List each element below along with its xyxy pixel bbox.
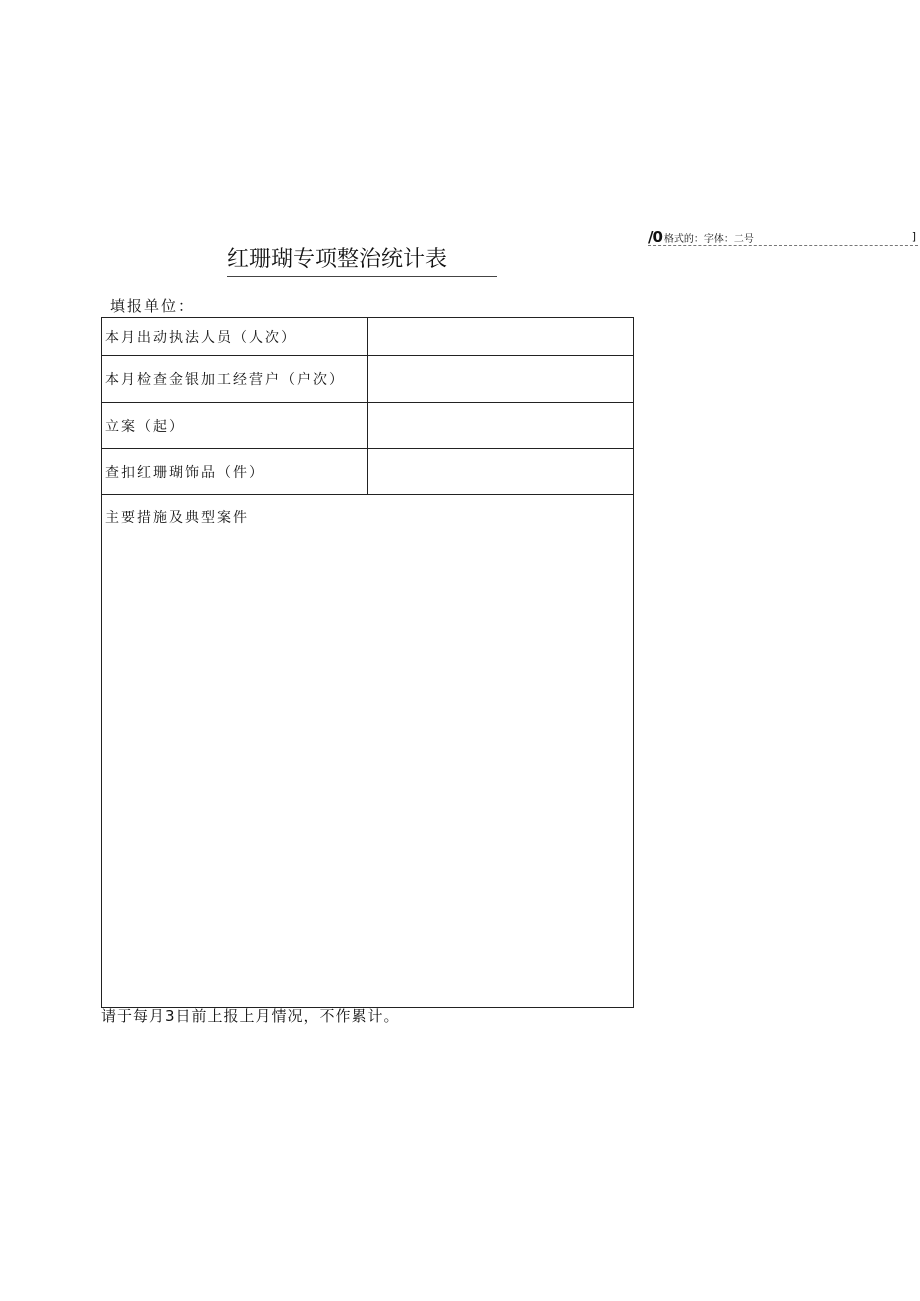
statistics-table [101,317,634,1008]
table-row [102,403,634,449]
table-row [102,318,634,356]
row-label-inspected-businesses: 本月检查金银加工经营户（户次） [102,356,368,403]
row-label-cases-filed: 立案（起） [102,403,368,449]
value-cell-inspected-businesses[interactable] [368,356,634,403]
revision-mark: /0 [648,228,662,246]
value-cell-enforcement-personnel[interactable] [368,318,634,356]
value-cell-cases-filed[interactable] [368,403,634,449]
revision-comment-bracket: ] [911,230,916,243]
table-row [102,356,634,403]
measures-label: 主要措施及典型案件 [105,510,249,526]
table-row [102,495,634,1008]
reporting-unit-label: 填报单位： [110,297,196,315]
measures-and-cases-cell[interactable] [102,495,634,1008]
document-title: 红珊瑚专项整治统计表 [227,244,497,277]
row-label-seized-items: 查扣红珊瑚饰品（件） [102,449,368,495]
revision-comment [648,229,918,246]
revision-comment-text: 格式的：字体：二号 [663,234,754,245]
footer-note: 请于每月3日前上报上月情况，不作累计。 [101,1007,400,1025]
row-label-enforcement-personnel: 本月出动执法人员（人次） [102,318,368,356]
value-cell-seized-items[interactable] [368,449,634,495]
table-row [102,449,634,495]
